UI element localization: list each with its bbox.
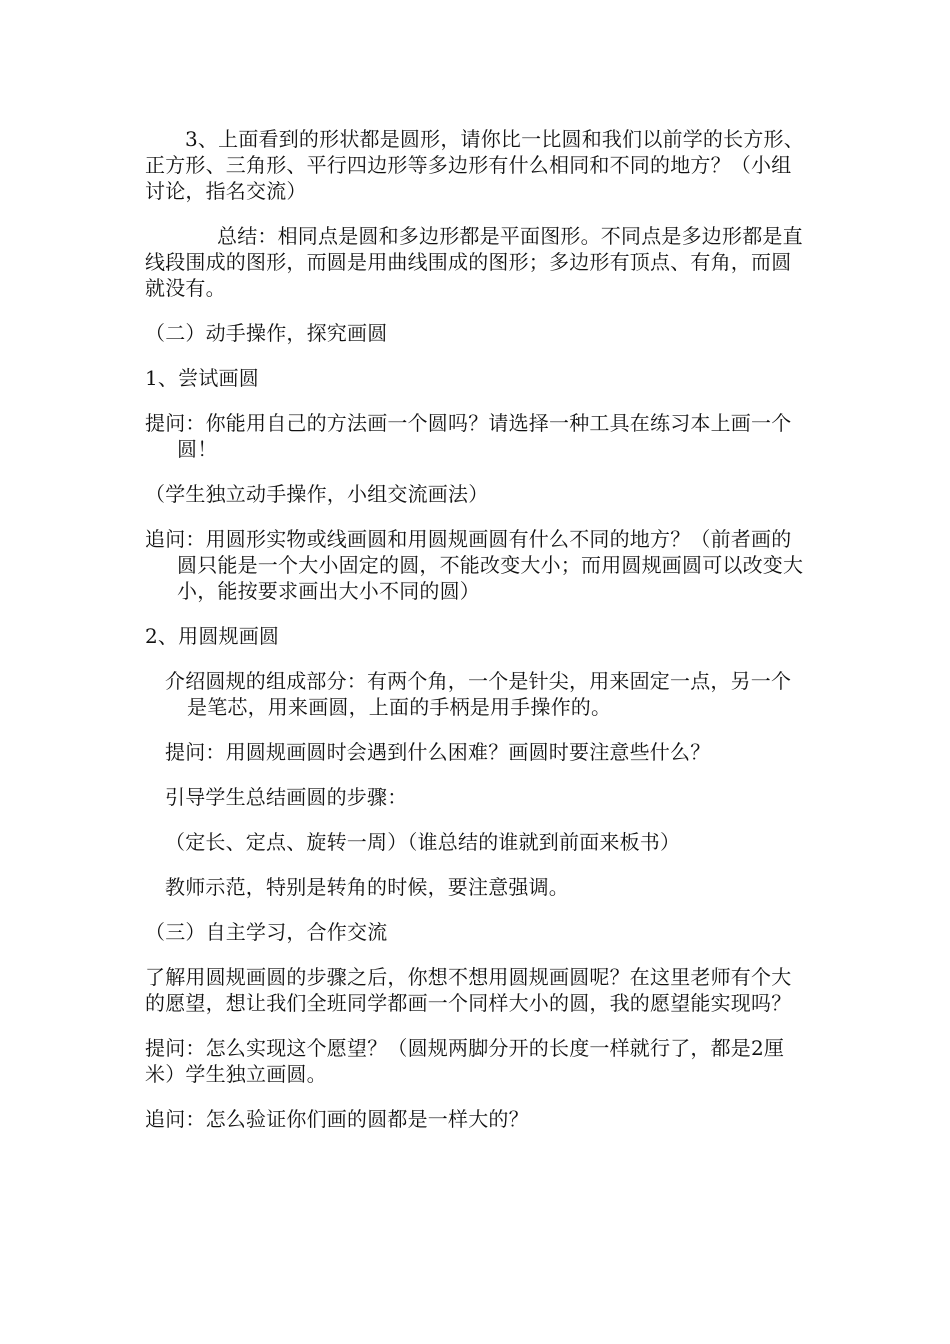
paragraph-guide-steps: 引导学生总结画圆的步骤： [165, 785, 408, 809]
paragraph-compass-parts: 介绍圆规的组成部分：有两个角，一个是针尖，用来固定一点，另一个是笔芯，用来画圆，上面的手柄是用手操作的。 [165, 669, 792, 719]
paragraph-question-3: 提问：怎么实现这个愿望？（圆规两脚分开的长度一样就行了，都是2厘米）学生独立画圆。 [145, 1036, 785, 1086]
paragraph-wish: 了解用圆规画圆的步骤之后，你想不想用圆规画圆呢？在这里老师有个大的愿望，想让我们全班同学都画一个同样大小的圆，我的愿望能实现吗？ [145, 965, 792, 1015]
paragraph-student-activity: （学生独立动手操作，小组交流画法） [145, 482, 489, 506]
subheading-compass: 2、用圆规画圆 [145, 624, 280, 648]
paragraph-follow-up-2: 追问：怎么验证你们画的圆都是一样大的？ [145, 1107, 529, 1131]
paragraph-follow-up-1: 追问：用圆形实物或线画圆和用圆规画圆有什么不同的地方？（前者画的圆只能是一个大小固定的圆，不能改变大小；而用圆规画圆可以改变大小，能按要求画出大小不同的圆） [145, 527, 804, 603]
paragraph-question-1: 提问：你能用自己的方法画一个圆吗？请选择一种工具在练习本上画一个圆！ [145, 411, 792, 461]
paragraph-summary: 总结：相同点是圆和多边形都是平面图形。不同点是多边形都是直线段围成的图形，而圆是用曲线围成的图形；多边形有顶点、有角，而圆就没有。 [145, 224, 803, 300]
document-page [145, 126, 810, 1151]
paragraph-teacher-demo: 教师示范，特别是转角的时候，要注意强调。 [165, 875, 569, 899]
paragraph-steps: （定长、定点、旋转一周）（谁总结的谁就到前面来板书） [165, 830, 681, 854]
section-heading-2: （二）动手操作，探究画圆 [145, 321, 388, 345]
paragraph-compare-shapes: 3、上面看到的形状都是圆形，请你比一比圆和我们以前学的长方形、正方形、三角形、平行四边形等多边形有什么相同和不同的地方？（小组讨论，指名交流） [145, 127, 804, 203]
paragraph-question-2: 提问：用圆规画圆时会遇到什么困难？画圆时要注意些什么？ [165, 740, 711, 764]
section-heading-3: （三）自主学习，合作交流 [145, 920, 388, 944]
subheading-try-drawing: 1、尝试画圆 [145, 366, 259, 390]
